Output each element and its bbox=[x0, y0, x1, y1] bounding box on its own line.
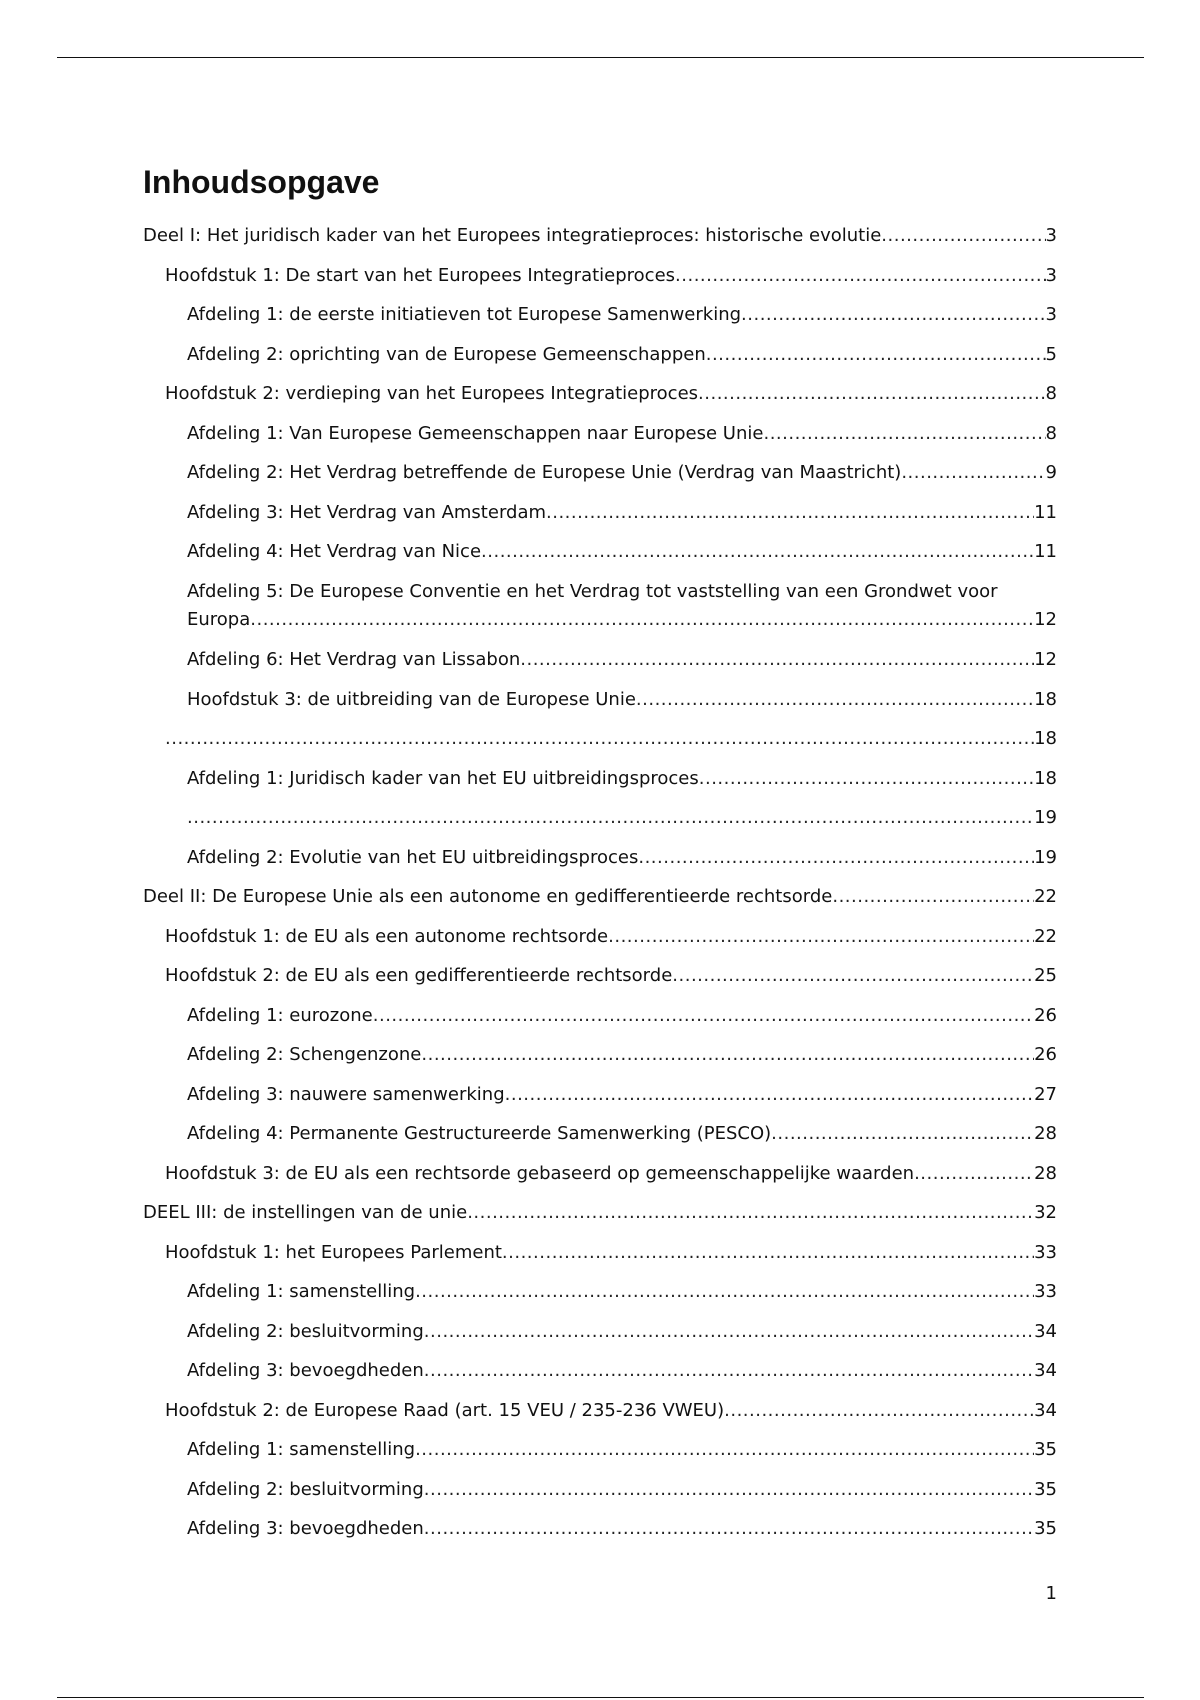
dot-leader bbox=[832, 883, 1034, 911]
toc-entry[interactable] bbox=[143, 1199, 1057, 1227]
dot-leader bbox=[914, 1160, 1034, 1188]
dot-leader bbox=[672, 962, 1034, 990]
toc-entry-page-number: 9 bbox=[1045, 462, 1057, 483]
toc-entry[interactable] bbox=[187, 499, 1057, 527]
toc-entry-page-number: 25 bbox=[1034, 965, 1057, 986]
toc-entry-title: Deel II: De Europese Unie als een autonome en gedifferentieerde rechtsorde bbox=[143, 886, 833, 907]
toc-entry[interactable] bbox=[165, 1397, 1057, 1425]
header-rule bbox=[57, 57, 1144, 58]
toc-entry-title: Hoofdstuk 3: de EU als een rechtsorde gebaseerd op gemeenschappelijke waarden bbox=[165, 1162, 915, 1184]
toc-entry[interactable] bbox=[143, 222, 1057, 250]
toc-entry[interactable] bbox=[187, 341, 1057, 369]
toc-entry[interactable] bbox=[187, 1081, 1057, 1109]
dot-leader bbox=[424, 1357, 1034, 1385]
toc-entry-line bbox=[187, 844, 1057, 872]
toc-entry-line bbox=[165, 725, 1057, 753]
dot-leader bbox=[373, 1002, 1034, 1030]
toc-entry-line bbox=[165, 380, 1057, 408]
toc-entry-line bbox=[187, 538, 1057, 566]
page-number: 1 bbox=[1045, 1583, 1057, 1604]
toc-entry-page-number: 34 bbox=[1034, 1320, 1057, 1342]
dot-leader bbox=[636, 686, 1034, 714]
toc-entry[interactable] bbox=[165, 725, 1057, 753]
toc-entry[interactable] bbox=[165, 380, 1057, 408]
toc-entry-title: Hoofdstuk 3: de uitbreiding van de Europese Unie bbox=[187, 688, 636, 710]
toc-entry[interactable] bbox=[165, 1239, 1057, 1267]
toc-entry-title: DEEL III: de instellingen van de unie bbox=[143, 1202, 468, 1223]
toc-entry-page-number: 11 bbox=[1034, 501, 1057, 523]
dot-leader bbox=[424, 1476, 1034, 1504]
toc-entry-title: Afdeling 1: eurozone bbox=[187, 1004, 373, 1026]
toc-entry[interactable] bbox=[187, 844, 1057, 872]
toc-entry-title: Hoofdstuk 1: De start van het Europees Integratieproces bbox=[165, 264, 676, 286]
toc-entry-page-number: 27 bbox=[1034, 1083, 1057, 1105]
dot-leader bbox=[415, 1436, 1034, 1464]
toc-entry-line bbox=[187, 420, 1057, 448]
toc-entry-line bbox=[187, 1002, 1057, 1030]
toc-entry-line bbox=[187, 686, 1057, 714]
toc-entry-title: Afdeling 3: bevoegdheden bbox=[187, 1360, 424, 1381]
dot-leader bbox=[187, 804, 1034, 832]
toc-entry-title: Afdeling 3: bevoegdheden bbox=[187, 1518, 424, 1539]
dot-leader bbox=[421, 1041, 1034, 1069]
toc-entry-title: Afdeling 1: Juridisch kader van het EU uitbreidingsproces bbox=[187, 767, 699, 789]
dot-leader bbox=[250, 606, 1034, 634]
toc-entry-page-number: 8 bbox=[1045, 383, 1057, 404]
toc-entry-page-number: 35 bbox=[1034, 1439, 1057, 1460]
toc-entry-title: Afdeling 1: samenstelling bbox=[187, 1281, 416, 1302]
toc-entry-title: Afdeling 3: Het Verdrag van Amsterdam bbox=[187, 501, 547, 523]
toc-entry-page-number: 33 bbox=[1034, 1241, 1057, 1263]
toc-entry[interactable] bbox=[187, 1120, 1057, 1148]
toc-entry-title: Afdeling 2: besluitvorming bbox=[187, 1478, 424, 1500]
toc-entry-page-number: 12 bbox=[1034, 608, 1057, 630]
dot-leader bbox=[675, 262, 1046, 290]
toc-entry[interactable] bbox=[187, 804, 1057, 832]
toc-entry[interactable] bbox=[187, 646, 1057, 674]
toc-entry-page-number: 3 bbox=[1045, 264, 1057, 286]
toc-entry-line bbox=[187, 765, 1057, 793]
toc-entry-line bbox=[143, 222, 1057, 250]
toc-entry-page-number: 18 bbox=[1034, 688, 1057, 710]
toc-entry-page-number: 8 bbox=[1045, 422, 1057, 444]
toc-entry-page-number: 34 bbox=[1034, 1360, 1057, 1381]
toc-entry-line bbox=[187, 1041, 1057, 1069]
toc-entry[interactable] bbox=[143, 883, 1057, 911]
toc-entry-title: Hoofdstuk 2: de Europese Raad (art. 15 VEU / 235-236 VWEU) bbox=[165, 1399, 725, 1421]
dot-leader bbox=[415, 1278, 1034, 1306]
dot-leader bbox=[771, 1120, 1034, 1148]
toc-entry-line bbox=[187, 1357, 1057, 1385]
toc-entry[interactable] bbox=[187, 1278, 1057, 1306]
toc-entry-page-number: 19 bbox=[1034, 807, 1057, 828]
toc-entry-line bbox=[187, 804, 1057, 832]
toc-entry-title: Afdeling 1: Van Europese Gemeenschappen naar Europese Unie bbox=[187, 422, 764, 444]
toc-entry-line bbox=[187, 1278, 1057, 1306]
toc-entry-line bbox=[165, 1239, 1057, 1267]
dot-leader bbox=[724, 1397, 1034, 1425]
toc-entry-title: Afdeling 6: Het Verdrag van Lissabon bbox=[187, 649, 521, 670]
dot-leader bbox=[505, 1081, 1034, 1109]
dot-leader bbox=[706, 341, 1046, 369]
toc-entry[interactable] bbox=[165, 962, 1057, 990]
toc-entry-title: Hoofdstuk 1: de EU als een autonome rechtsorde bbox=[165, 925, 609, 947]
toc-entry[interactable] bbox=[187, 578, 1057, 635]
toc-entry-title: Afdeling 2: oprichting van de Europese Gemeenschappen bbox=[187, 343, 706, 365]
toc-entry[interactable] bbox=[187, 1436, 1057, 1464]
dot-leader bbox=[520, 646, 1034, 674]
toc-entry-line bbox=[187, 1476, 1057, 1504]
toc-entry-line bbox=[187, 606, 1057, 634]
toc-entry[interactable] bbox=[187, 301, 1057, 329]
toc-title: Inhoudsopgave bbox=[143, 164, 380, 200]
toc-entry-page-number: 18 bbox=[1034, 728, 1057, 749]
toc-entry-title: Afdeling 1: samenstelling bbox=[187, 1439, 416, 1460]
toc-entry-page-number: 19 bbox=[1034, 846, 1057, 868]
toc-entry-page-number: 18 bbox=[1034, 767, 1057, 789]
toc-entry[interactable] bbox=[187, 420, 1057, 448]
toc-entry-line bbox=[187, 499, 1057, 527]
toc-entry-line bbox=[165, 923, 1057, 951]
toc-entry-line bbox=[187, 1120, 1057, 1148]
toc-entry-page-number: 3 bbox=[1045, 304, 1057, 325]
toc-entry-title: Afdeling 2: besluitvorming bbox=[187, 1320, 424, 1342]
toc-entry-line bbox=[187, 341, 1057, 369]
dot-leader bbox=[901, 459, 1045, 487]
toc-entry-page-number: 5 bbox=[1045, 343, 1057, 365]
toc-entry-page-number: 22 bbox=[1034, 886, 1057, 907]
toc-entry-page-number: 11 bbox=[1034, 541, 1057, 562]
toc-entry[interactable] bbox=[187, 1476, 1057, 1504]
toc-entry-title: Afdeling 4: Het Verdrag van Nice bbox=[187, 541, 482, 562]
toc-entry-line bbox=[187, 1436, 1057, 1464]
toc-entry-line bbox=[143, 1199, 1057, 1227]
toc-entry-line bbox=[187, 301, 1057, 329]
toc-entry-line bbox=[143, 883, 1057, 911]
toc-entry-line bbox=[187, 459, 1057, 487]
toc-entry[interactable] bbox=[187, 1515, 1057, 1543]
toc-entry-line bbox=[187, 1318, 1057, 1346]
table-of-contents bbox=[143, 222, 1057, 1555]
toc-entry-page-number: 22 bbox=[1034, 925, 1057, 947]
toc-entry-line bbox=[187, 1081, 1057, 1109]
dot-leader bbox=[424, 1515, 1034, 1543]
toc-entry-line bbox=[165, 962, 1057, 990]
dot-leader bbox=[763, 420, 1045, 448]
toc-entry-title: Afdeling 2: Het Verdrag betreffende de Europese Unie (Verdrag van Maastricht) bbox=[187, 462, 902, 483]
dot-leader bbox=[424, 1318, 1034, 1346]
toc-entry-title: Hoofdstuk 1: het Europees Parlement bbox=[165, 1241, 502, 1263]
dot-leader bbox=[881, 222, 1045, 250]
toc-entry[interactable] bbox=[187, 1002, 1057, 1030]
toc-entry-page-number: 3 bbox=[1045, 225, 1057, 246]
toc-entry[interactable] bbox=[187, 765, 1057, 793]
toc-entry-title: Afdeling 2: Schengenzone bbox=[187, 1044, 422, 1065]
toc-entry[interactable] bbox=[187, 686, 1057, 714]
toc-entry-page-number: 26 bbox=[1034, 1004, 1057, 1026]
toc-entry-line bbox=[165, 1160, 1057, 1188]
toc-entry-title-first-line: Afdeling 5: De Europese Conventie en het Verdrag tot vaststelling van een Grondwet voor bbox=[187, 580, 998, 602]
dot-leader bbox=[741, 301, 1046, 329]
dot-leader bbox=[481, 538, 1034, 566]
toc-entry-page-number: 12 bbox=[1034, 649, 1057, 670]
toc-entry[interactable] bbox=[187, 538, 1057, 566]
toc-entry-line bbox=[165, 262, 1057, 290]
toc-entry[interactable] bbox=[187, 1318, 1057, 1346]
toc-entry-title: Hoofdstuk 2: verdieping van het Europees Integratieproces bbox=[165, 383, 699, 404]
toc-entry[interactable] bbox=[187, 1041, 1057, 1069]
toc-entry[interactable] bbox=[165, 1160, 1057, 1188]
toc-entry-page-number: 32 bbox=[1034, 1202, 1057, 1223]
dot-leader bbox=[502, 1239, 1034, 1267]
toc-entry[interactable] bbox=[165, 262, 1057, 290]
dot-leader bbox=[698, 380, 1046, 408]
toc-entry-title: Europa bbox=[187, 608, 251, 630]
toc-entry[interactable] bbox=[187, 1357, 1057, 1385]
dot-leader bbox=[699, 765, 1034, 793]
toc-entry-page-number: 28 bbox=[1034, 1162, 1057, 1184]
toc-entry-page-number: 28 bbox=[1034, 1123, 1057, 1144]
toc-entry-page-number: 35 bbox=[1034, 1478, 1057, 1500]
toc-entry-title: Afdeling 1: de eerste initiatieven tot Europese Samenwerking bbox=[187, 304, 742, 325]
dot-leader bbox=[546, 499, 1034, 527]
toc-entry-page-number: 35 bbox=[1034, 1518, 1057, 1539]
toc-entry-title: Afdeling 3: nauwere samenwerking bbox=[187, 1083, 505, 1105]
dot-leader bbox=[608, 923, 1034, 951]
toc-entry-line bbox=[165, 1397, 1057, 1425]
toc-entry-title: Afdeling 4: Permanente Gestructureerde Samenwerking (PESCO) bbox=[187, 1123, 772, 1144]
dot-leader bbox=[467, 1199, 1034, 1227]
dot-leader bbox=[165, 725, 1034, 753]
toc-entry-page-number: 26 bbox=[1034, 1044, 1057, 1065]
toc-entry-page-number: 33 bbox=[1034, 1281, 1057, 1302]
toc-entry-line bbox=[187, 1515, 1057, 1543]
toc-entry-title: Deel I: Het juridisch kader van het Europees integratieproces: historische evolutie bbox=[143, 225, 882, 246]
toc-entry-line bbox=[187, 646, 1057, 674]
dot-leader bbox=[638, 844, 1034, 872]
toc-entry[interactable] bbox=[165, 923, 1057, 951]
toc-entry[interactable] bbox=[187, 459, 1057, 487]
toc-entry-page-number: 34 bbox=[1034, 1399, 1057, 1421]
toc-entry-title: Hoofdstuk 2: de EU als een gedifferentieerde rechtsorde bbox=[165, 965, 673, 986]
footer-rule bbox=[57, 1697, 1144, 1698]
toc-entry-title: Afdeling 2: Evolutie van het EU uitbreidingsproces bbox=[187, 846, 639, 868]
